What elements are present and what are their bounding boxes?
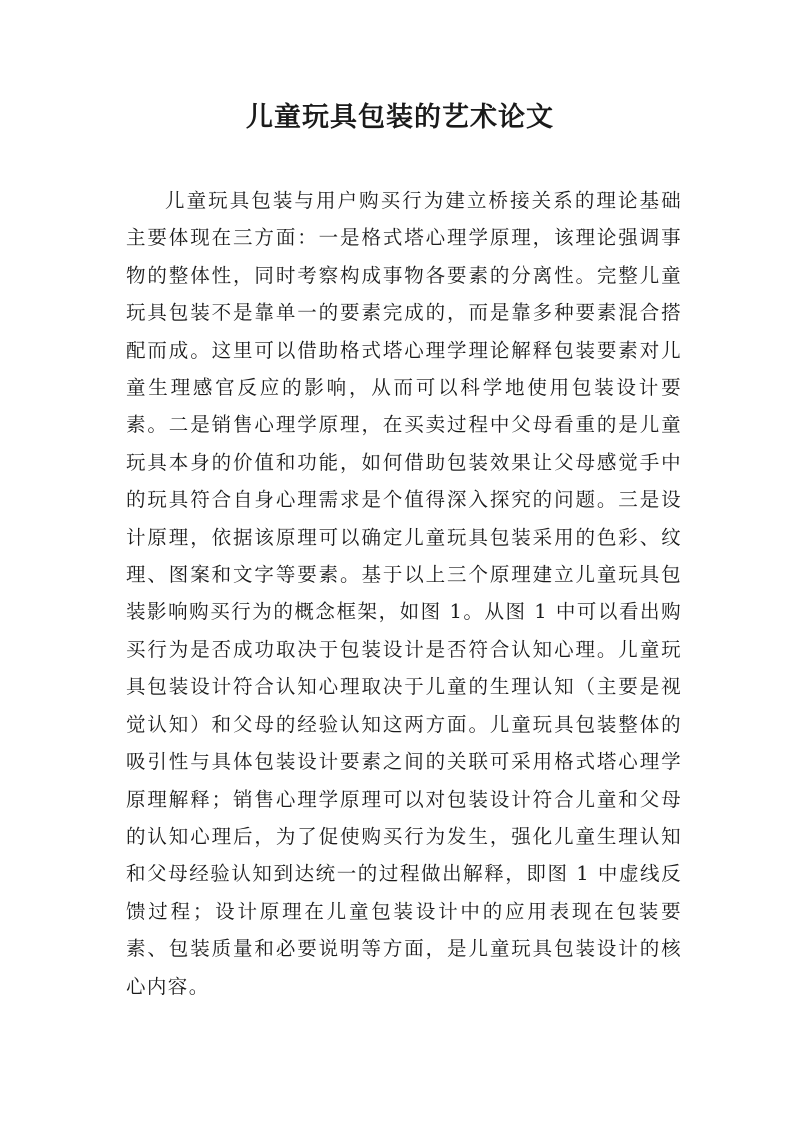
body-paragraph: 儿童玩具包装与用户购买行为建立桥接关系的理论基础主要体现在三方面：一是格式塔心理学原理，该理论强调事物的整体性，同时考察构成事物各要素的分离性。完整儿童玩具包装不是靠单一的要素完成的，而是靠多种要素混合搭配而成。这里可以借助格式塔心理学理论解释包装要素对儿童生理感官反应的影响，从而可以科学地使用包装设计要素。二是销售心理学原理，在买卖过程中父母看重的是儿童玩具本身的价值和功能，如何借助包装效果让父母感觉手中的玩具符合自身心理需求是个值得深入探究的问题。三是设计原理，依据该原理可以确定儿童玩具包装采用的色彩、纹理、图案和文字等要素。基于以上三个原理建立儿童玩具包装影响购买行为的概念框架，如图 1。从图 1 中可以看出购买行为是否成功取决于包装设计是否符合认知心理。儿童玩具包装设计符合认知心理取决于儿童的生理认知（主要是视觉认知）和父母的经验认知这两方面。儿童玩具包装整体的吸引性与具体包装设计要素之间的关联可采用格式塔心理学原理解释；销售心理学原理可以对包装设计符合儿童和父母的认知心理后，为了促使购买行为发生，强化儿童生理认知和父母经验认知到达统一的过程做出解释，即图 1 中虚线反馈过程；设计原理在儿童包装设计中的应用表现在包装要素、包装质量和必要说明等方面，是儿童玩具包装设计的核心内容。 (126, 189, 682, 998)
document-title: 儿童玩具包装的艺术论文 (246, 102, 554, 133)
